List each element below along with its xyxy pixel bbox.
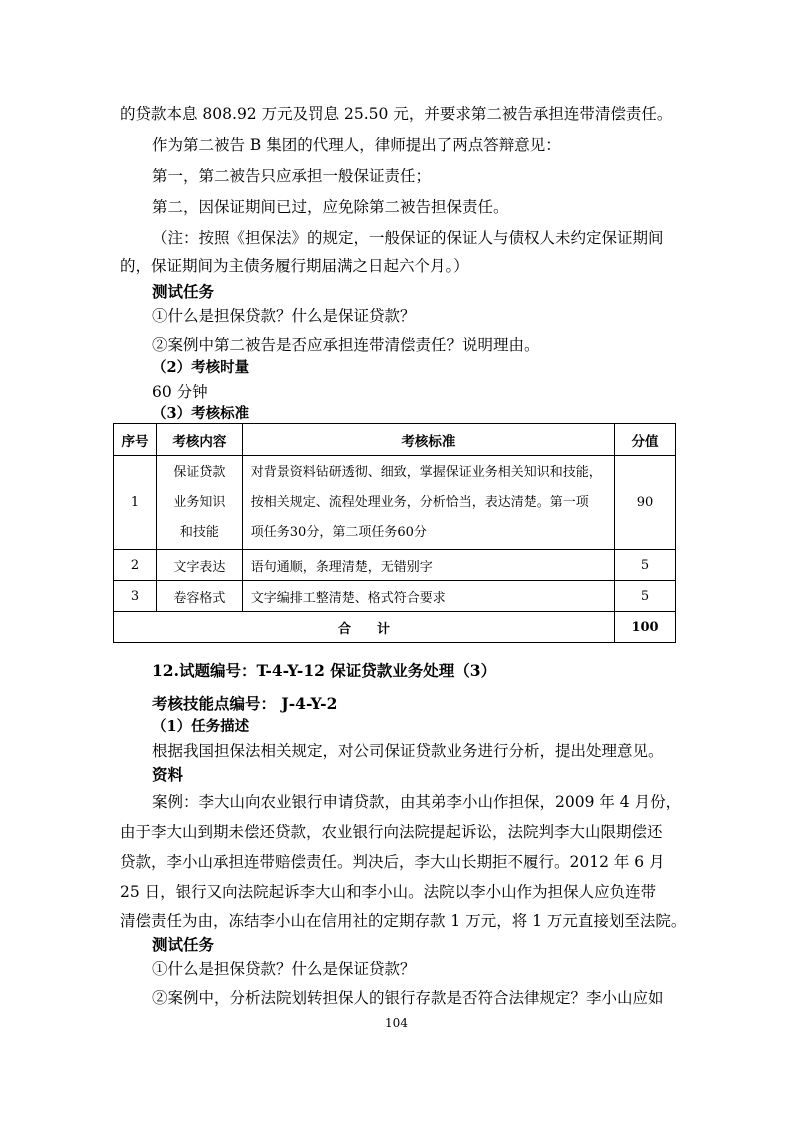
table-cell: 5 xyxy=(615,581,676,612)
paragraph-line: 的贷款本息 808.92 万元及罚息 25.50 元，并要求第二被告承担连带清偿责任。 xyxy=(120,105,673,123)
table-cell: 1 xyxy=(114,456,157,550)
section-heading-time: （2）考核时量 xyxy=(152,359,250,376)
task-heading: 测试任务 xyxy=(152,282,215,301)
table-cell xyxy=(156,456,242,550)
case-line: 由于李大山到期未偿还贷款，农业银行向法院提起诉讼，法院判李大山限期偿还 xyxy=(120,823,663,841)
question-1: ①什么是担保贷款？什么是保证贷款？ xyxy=(152,960,416,978)
table-total-row xyxy=(114,612,676,643)
cell-line: 业务知识 xyxy=(173,494,226,510)
table-row xyxy=(114,581,676,612)
question-1: ①什么是担保贷款？什么是保证贷款？ xyxy=(152,307,416,325)
note-line: （注：按照《担保法》的规定，一般保证的保证人与债权人未约定保证期间 xyxy=(152,229,664,247)
material-heading: 资料 xyxy=(152,765,184,784)
question-title: 12.试题编号：T-4-Y-12 保证贷款业务处理（3） xyxy=(152,661,497,680)
paragraph-line: 第二，因保证期间已过，应免除第二被告担保责任。 xyxy=(152,198,509,216)
table-header-row xyxy=(114,424,676,456)
page-number: 104 xyxy=(385,1016,408,1030)
table-cell: 文字编排工整清楚、格式符合要求 xyxy=(242,581,614,612)
case-line: 贷款，李小山承担连带赔偿责任。判决后，李大山长期拒不履行。2012 年 6 月 xyxy=(120,853,665,871)
table-header: 分值 xyxy=(615,424,676,456)
time-value: 60 分钟 xyxy=(152,383,208,401)
table-header: 考核标准 xyxy=(242,424,614,456)
total-value: 100 xyxy=(615,612,676,643)
cell-line: 保证贷款 xyxy=(173,464,226,480)
question-2: ②案例中，分析法院划转担保人的银行存款是否符合法律规定？李小山应如 xyxy=(152,989,664,1007)
task-description: 根据我国担保法相关规定，对公司保证贷款业务进行分析，提出处理意见。 xyxy=(152,742,664,760)
cell-line: 按相关规定、流程处理业务，分析恰当，表达清楚。第一项 xyxy=(250,494,589,510)
table-header: 序号 xyxy=(114,424,157,456)
table-cell xyxy=(242,456,614,550)
skill-code: 考核技能点编号： J-4-Y-2 xyxy=(152,694,338,713)
section-heading-standard: （3）考核标准 xyxy=(152,405,250,422)
table-cell: 3 xyxy=(114,581,157,612)
table-header: 考核内容 xyxy=(156,424,242,456)
table-cell: 文字表达 xyxy=(156,550,242,581)
table-cell: 90 xyxy=(615,456,676,550)
total-label: 合 计 xyxy=(114,612,615,643)
table-cell: 卷容格式 xyxy=(156,581,242,612)
cell-line: 项任务30分，第二项任务60分 xyxy=(250,524,427,540)
question-2: ②案例中第二被告是否应承担连带清偿责任？说明理由。 xyxy=(152,336,540,354)
table-cell: 5 xyxy=(615,550,676,581)
case-line: 25 日，银行又向法院起诉李大山和李小山。法院以李小山作为担保人应负连带 xyxy=(120,883,657,901)
assessment-table xyxy=(113,423,676,643)
table-cell: 语句通顺，条理清楚，无错别字 xyxy=(242,550,614,581)
cell-line: 和技能 xyxy=(179,524,219,540)
task-heading: 测试任务 xyxy=(152,935,215,954)
paragraph-line: 作为第二被告 B 集团的代理人，律师提出了两点答辩意见： xyxy=(152,136,561,154)
table-cell: 2 xyxy=(114,550,157,581)
case-line: 案例：李大山向农业银行申请贷款，由其弟李小山作担保，2009 年 4 月份， xyxy=(152,793,682,811)
note-line: 的，保证期间为主债务履行期届满之日起六个月。） xyxy=(120,257,469,275)
paragraph-line: 第一，第二被告只应承担一般保证责任； xyxy=(152,167,432,185)
case-line: 清偿责任为由，冻结李小山在信用社的定期存款 1 万元，将 1 万元直接划至法院。 xyxy=(120,912,687,930)
section-heading-task: （1）任务描述 xyxy=(152,718,250,735)
table-row xyxy=(114,456,676,550)
cell-line: 对背景资料钻研透彻、细致，掌握保证业务相关知识和技能， xyxy=(250,464,602,480)
table-row xyxy=(114,550,676,581)
